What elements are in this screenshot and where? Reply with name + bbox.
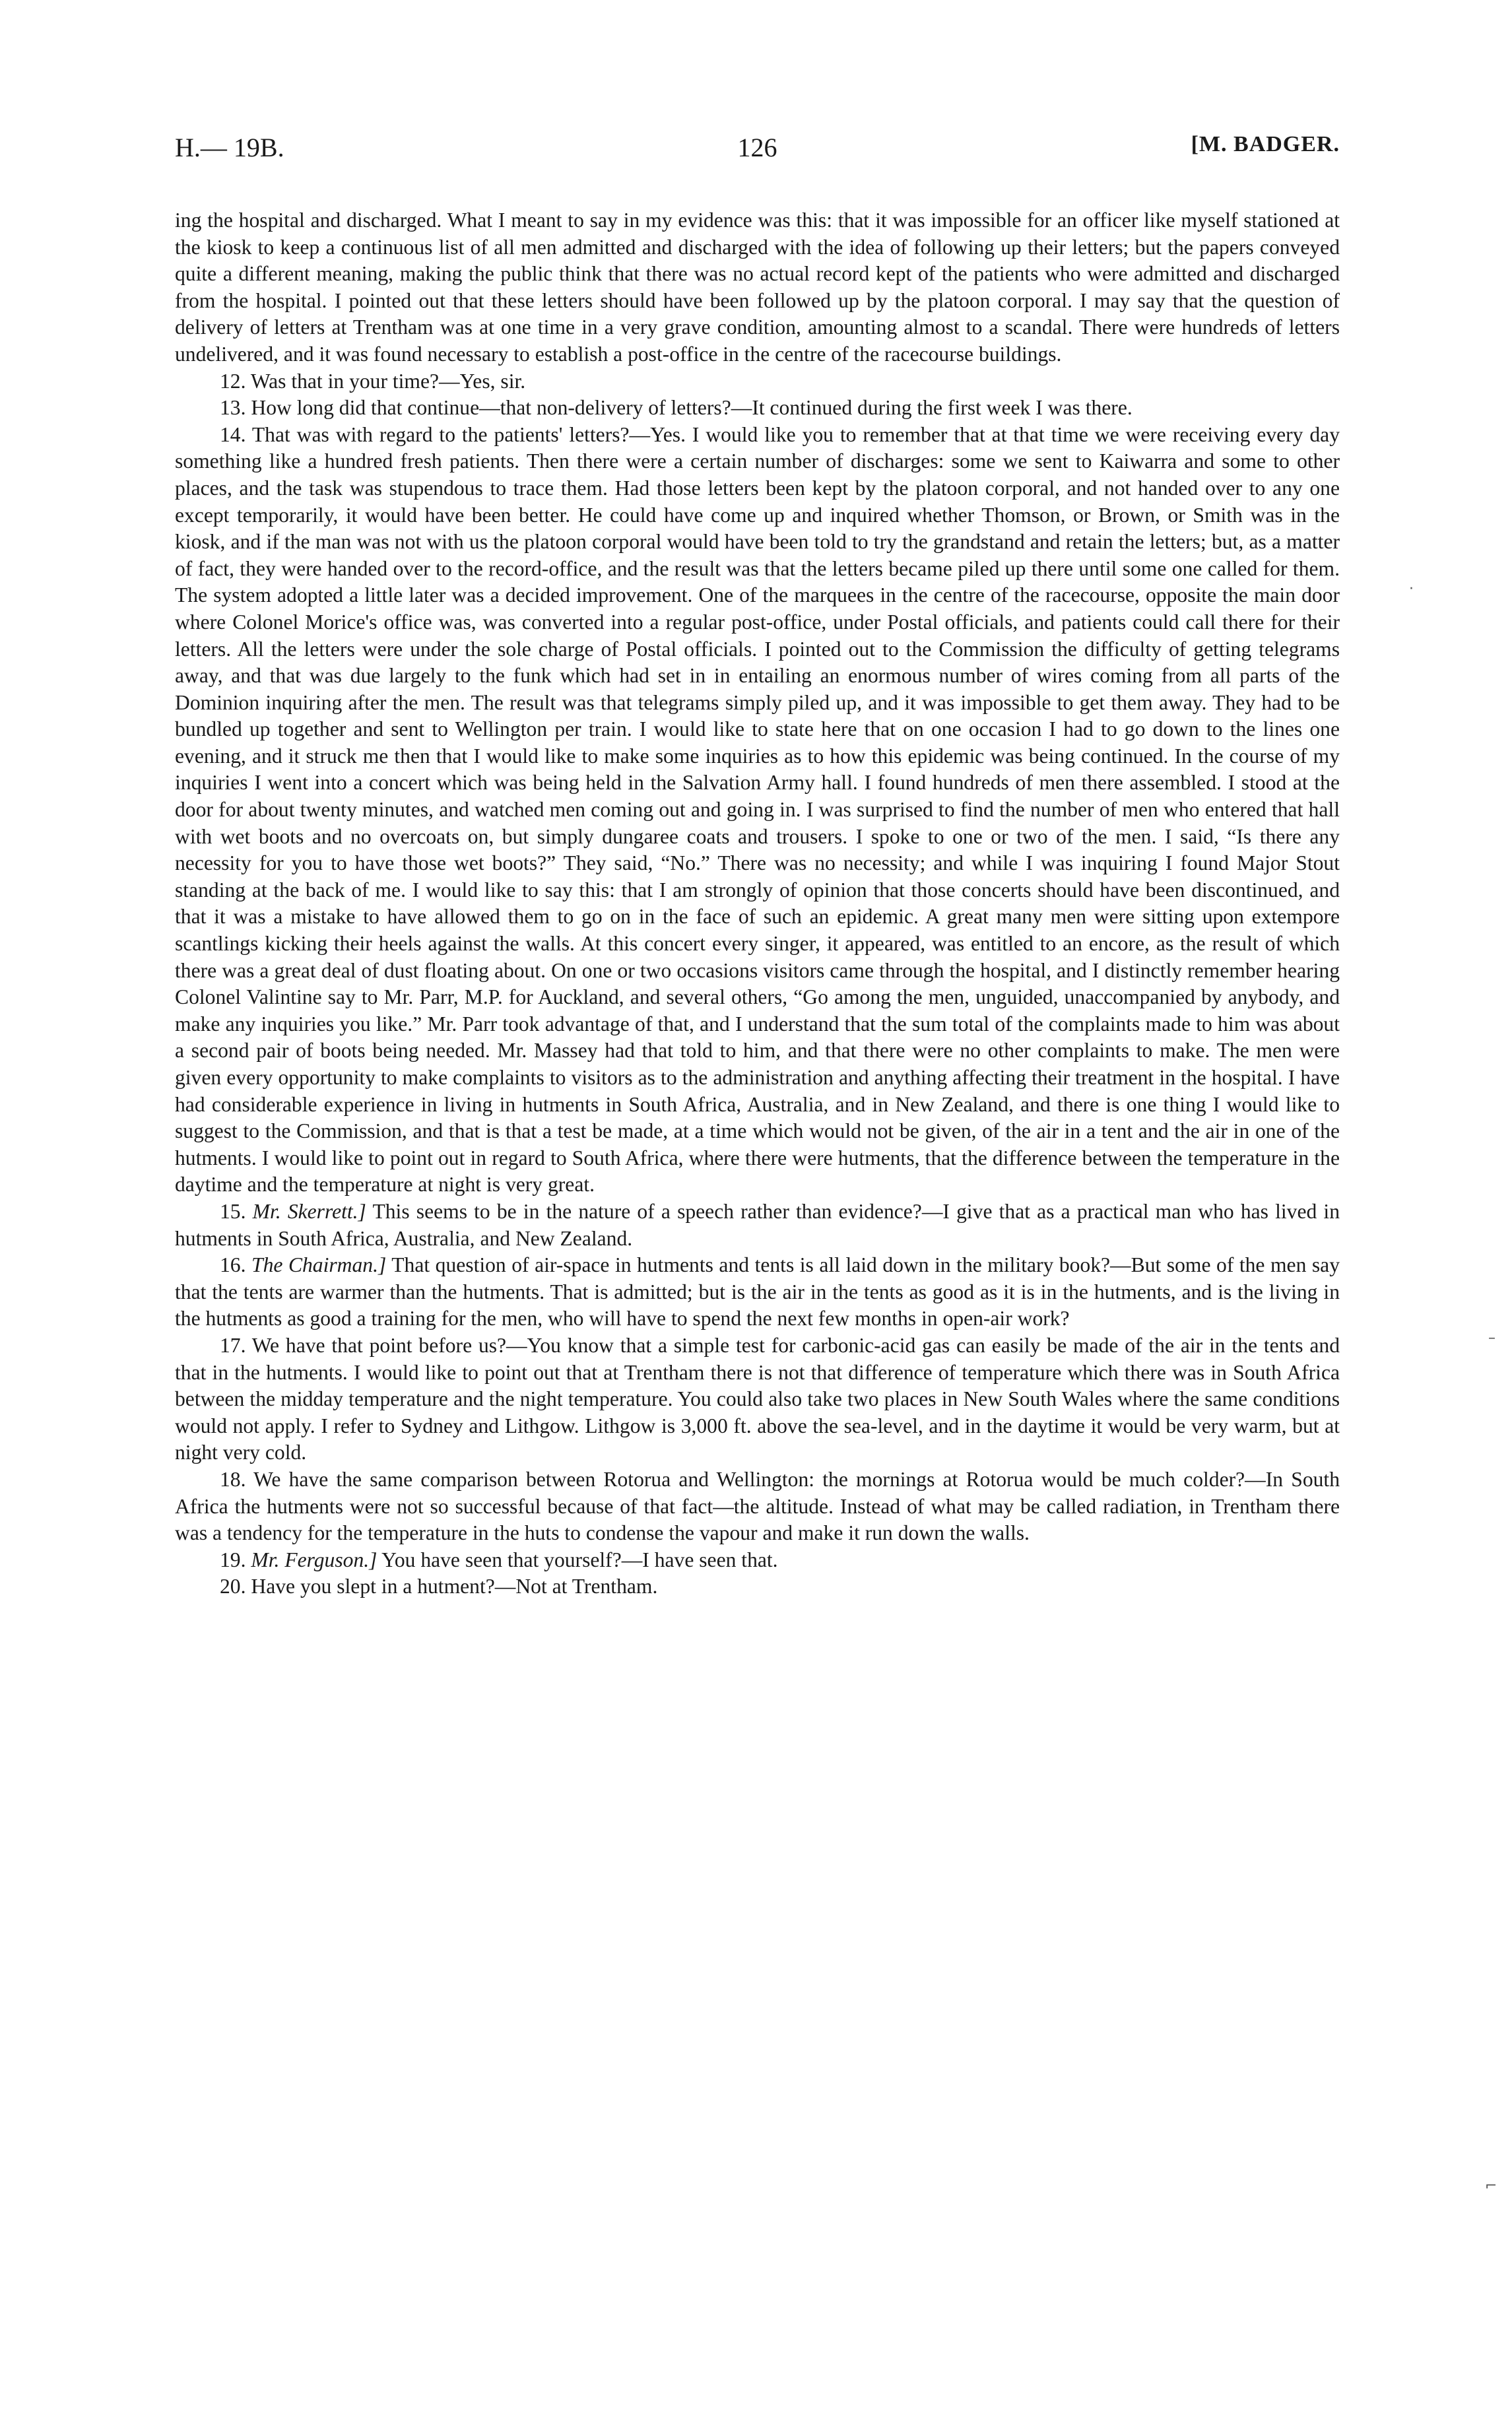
document-reference: H.— 19B.: [175, 133, 284, 162]
question-19: 19. Mr. Ferguson.] You have seen that yourself?—I have seen that.: [220, 1548, 778, 1571]
speaker-label: Mr. Ferguson.]: [251, 1548, 378, 1571]
speaker-label: The Chairman.]: [251, 1253, 387, 1277]
document-page: [175, 132, 1340, 1600]
question-20: 20. Have you slept in a hutment?—Not at Trentham.: [220, 1575, 658, 1598]
witness-name: [M. BADGER.: [1191, 132, 1340, 156]
question-13: 13. How long did that continue—that non-delivery of letters?—It continued during the first week I was there.: [220, 396, 1133, 420]
scan-speck: ⌐: [1485, 2178, 1497, 2194]
question-15: 15. Mr. Skerrett.] This seems to be in the nature of a speech rather than evidence?—I give that as a practical man who has lived in hutments in South Africa, Australia, and New Zealand.: [175, 1199, 1340, 1250]
question-16: 16. The Chairman.] That question of air-space in hutments and tents is all laid down in the military book?—But some of the men say that the tents are warmer than the hutments. That is admitted; but is the air in the tents as good as it is in the hutments, and is the living in the hutments as good a training for the men, who will have to spend the next few months in open-air work?: [175, 1253, 1340, 1331]
page-header: [175, 132, 1340, 178]
scan-speck: ·: [1409, 581, 1414, 597]
speaker-label: Mr. Skerrett.]: [252, 1199, 366, 1223]
page-number: 126: [737, 133, 777, 162]
question-14: 14. That was with regard to the patients' letters?—Yes. I would like you to remember that at that time we were receiving every day something like a hundred fresh patients. Then there were a certain number of discharges: some we sent to Kaiwarra and some to other places, and the task was stupendous to trace them. Had those letters been kept by the platoon corporal, and not handed over to any one except temporarily, it would have been better. He could have come up and inquired whether Thomson, or Brown, or Smith was in the kiosk, and if the man was not with us the platoon corporal would have been told to try the grandstand and retain the letters; but, as a matter of fact, they were handed over to the record-office, and the result was that the letters became piled up there until some one called for them. The system adopted a little later was a decided improvement. One of the marquees in the centre of the racecourse, opposite the main door where Colonel Morice's office was, was converted into a regular post-office, under Postal officials, and patients could call there for their letters. All the letters were under the sole charge of Postal officials. I pointed out to the Commission the difficulty of getting telegrams away, and that was due largely to the funk which had set in in entailing an enormous number of wires coming from all parts of the Dominion inquiring after the men. The result was that telegrams simply piled up, and it was impossible to get them away. They had to be bundled up together and sent to Wellington per train. I would like to state here that on one occasion I had to go down to the lines one evening, and it struck me then that I would like to make some inquiries as to how this epidemic was being continued. In the course of my inquiries I went into a concert which was being held in the Salvation Army hall. I found hundreds of men there assembled. I stood at the door for about twenty minutes, and watched men coming out and going in. I was surprised to find the number of men who entered that hall with wet boots and no overcoats on, but simply dungaree coats and trousers. I spoke to one or two of the men. I said, “Is there any necessity for you to have those wet boots?” They said, “No.” There was no necessity; and while I was inquiring I found Major Stout standing at the back of me. I would like to say this: that I am strongly of opinion that those concerts should have been discontinued, and that it was a mistake to have allowed them to go on in the face of such an epidemic. A great many men were sitting upon extempore scantlings kicking their heels against the walls. At this concert every singer, it appeared, was entitled to an encore, as the result of which there was a great deal of dust floating about. On one or two occasions visitors came through the hospital, and I distinctly remember hearing Colonel Valintine say to Mr. Parr, M.P. for Auckland, and several others, “Go among the men, unguided, unaccompanied by anybody, and make any inquiries you like.” Mr. Parr took advantage of that, and I understand that the sum total of the complaints made to him was about a second pair of boots being needed. Mr. Massey had that told to him, and that there were no other complaints to make. The men were given every opportunity to make complaints to visitors as to the administration and anything affecting their treatment in the hospital. I have had considerable experience in living in hutments in South Africa, Australia, and in New Zealand, and there is one thing I would like to suggest to the Commission, and that is that a test be made, at a time which would not be given, of the air in a tent and the air in one of the hutments. I would like to point out in regard to South Africa, where there were hutments, that the difference between the temperature in the daytime and the temperature at night is very great.: [175, 422, 1340, 1197]
question-12: 12. Was that in your time?—Yes, sir.: [220, 369, 526, 393]
document-body: [175, 207, 1340, 1600]
question-17: 17. We have that point before us?—You know that a simple test for carbonic-acid gas can easily be made of the air in the tents and that in the hutments. I would like to point out that at Trentham there is not that difference of temperature which there was in South Africa between the midday temperature and the night temperature. You could also take two places in New South Wales where the same conditions would not apply. I refer to Sydney and Lithgow. Lithgow is 3,000 ft. above the sea-level, and in the daytime it would be very warm, but at night very cold.: [175, 1333, 1340, 1464]
scan-speck: –: [1488, 1330, 1496, 1346]
question-18: 18. We have the same comparison between Rotorua and Wellington: the mornings at Rotorua would be much colder?—In South Africa the hutments were not so successful because of that fact—the altitude. Instead of what may be called radiation, in Trentham there was a tendency for the temperature in the huts to condense the vapour and make it run down the walls.: [175, 1467, 1340, 1545]
paragraph-continued: ing the hospital and discharged. What I meant to say in my evidence was this: that it was impossible for an officer like myself stationed at the kiosk to keep a continuous list of all men admitted and discharged with the idea of following up their letters; but the papers conveyed quite a different meaning, making the public think that there was no actual record kept of the patients who were admitted and discharged from the hospital. I pointed out that these letters should have been followed up by the platoon corporal. I may say that the question of delivery of letters at Trentham was at one time in a very grave condition, amounting almost to a scandal. There were hundreds of letters undelivered, and it was found necessary to establish a post-office in the centre of the racecourse buildings.: [175, 209, 1340, 366]
